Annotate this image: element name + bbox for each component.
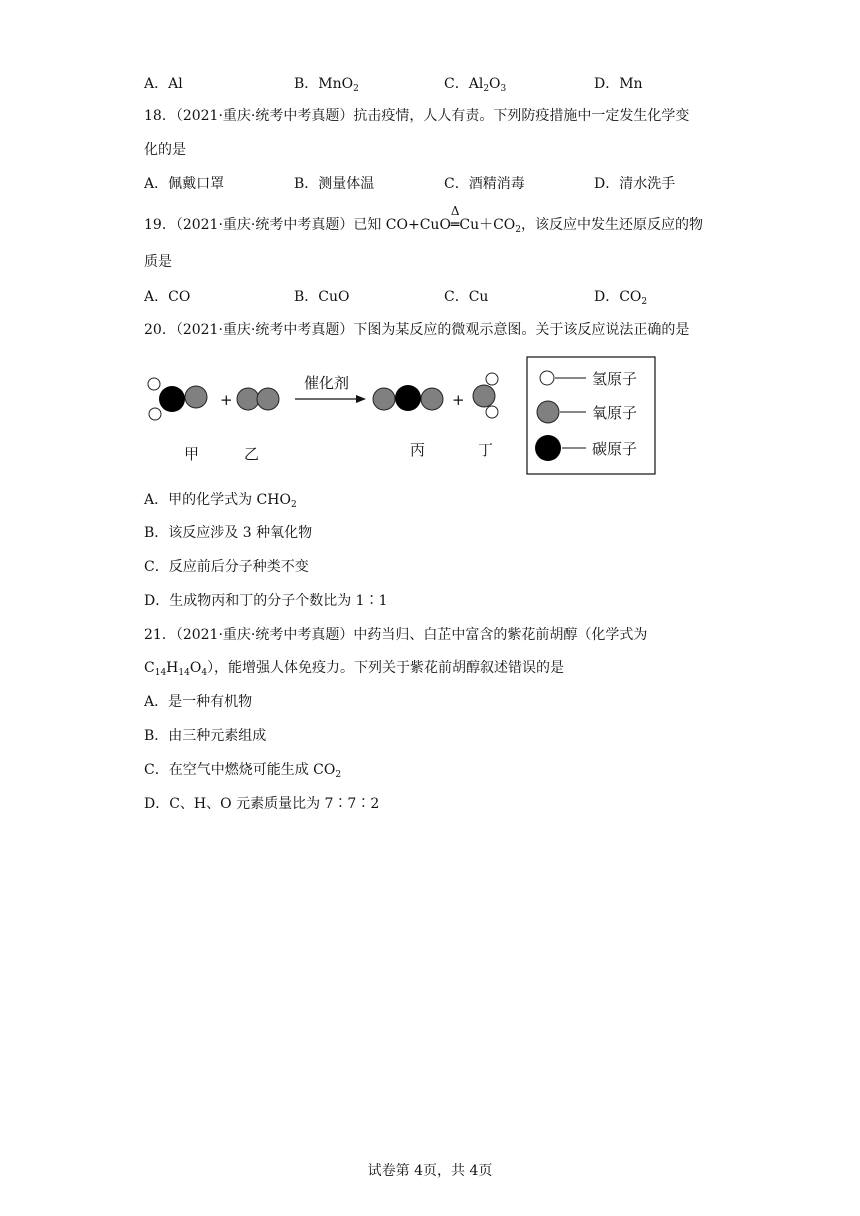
q18-stem-line1: 18．（2021·重庆·统考中考真题）抗击疫情，人人有责。下列防疫措施中一定发生化学变 bbox=[144, 108, 690, 124]
q18-options bbox=[144, 174, 744, 194]
reaction-arrow-head bbox=[356, 395, 366, 403]
legend-carbon: 碳原子 bbox=[592, 440, 638, 458]
legend-oxygen: 氧原子 bbox=[592, 404, 638, 422]
q21-option-c: C．在空气中燃烧可能生成 $CO_2$ bbox=[144, 762, 342, 780]
q20-option-c: C．反应前后分子种类不变 bbox=[144, 559, 309, 575]
q20-option-a: A．甲的化学式为 $CHO_2$ bbox=[144, 492, 297, 510]
label-yi: 乙 bbox=[244, 445, 260, 463]
q19-option-b: B．CuO bbox=[294, 289, 350, 305]
molecule-yi bbox=[237, 388, 279, 410]
q17-option-b: B．MnO$_2$ bbox=[294, 76, 359, 94]
q18-stem-line2: 化的是 bbox=[144, 142, 186, 158]
molecule-ding bbox=[473, 373, 498, 418]
q21-stem-line2: $C_{14}H_{14}O_4$），能增强人体免疫力。下列关于紫花前胡醇叙述错误的是 bbox=[144, 660, 565, 678]
molecule-jia bbox=[148, 378, 207, 420]
q20-option-d: D．生成物丙和丁的分子个数比为 1∶1 bbox=[144, 593, 388, 609]
q21-option-d: D．C、H、O 元素质量比为 7∶7∶2 bbox=[144, 796, 380, 812]
molecule-bing bbox=[373, 385, 443, 411]
q21-stem-line1: 21．（2021·重庆·统考中考真题）中药当归、白芷中富含的紫花前胡醇（化学式为 bbox=[144, 627, 648, 643]
label-ding: 丁 bbox=[478, 441, 494, 459]
label-bing: 丙 bbox=[410, 441, 426, 459]
q19-option-c: C．Cu bbox=[444, 289, 489, 305]
q18-option-c: C．酒精消毒 bbox=[444, 176, 525, 192]
q20-stem-line1: 20．（2021·重庆·统考中考真题）下图为某反应的微观示意图。关于该反应说法正确的是 bbox=[144, 322, 690, 338]
plus-sign-1: + bbox=[220, 391, 233, 409]
q19-option-d: D．$CO_2$ bbox=[594, 289, 648, 307]
q18-option-b: B．测量体温 bbox=[294, 176, 375, 192]
plus-sign-2: + bbox=[452, 391, 465, 409]
heating-equals-sign: Δ ═ bbox=[450, 204, 460, 233]
q18-option-a: A．佩戴口罩 bbox=[144, 176, 225, 192]
q19-option-a: A．CO bbox=[144, 289, 191, 305]
q17-option-c: C．$Al_2O_3$ bbox=[444, 76, 507, 94]
q19-stem-line2: 质是 bbox=[144, 254, 172, 270]
diagram-legend bbox=[527, 357, 655, 474]
q17-options bbox=[144, 74, 744, 94]
q21-option-a: A．是一种有机物 bbox=[144, 694, 253, 710]
q19-stem-line1: 19．（2021·重庆·统考中考真题）已知 CO+CuO Δ $═Cu+CO_2$，该反应中发生还原反应的物 bbox=[144, 204, 704, 235]
q18-option-d: D．清水洗手 bbox=[594, 176, 676, 192]
q17-option-a: A．Al bbox=[144, 76, 183, 92]
label-jia: 甲 bbox=[184, 445, 200, 463]
q20-option-b: B．该反应涉及 3 种氧化物 bbox=[144, 525, 313, 541]
catalyst-label: 催化剂 bbox=[304, 374, 350, 392]
page-footer: 试卷第 4页，共 4页 bbox=[367, 1163, 493, 1179]
q17-option-d: D．Mn bbox=[594, 76, 643, 92]
q19-options bbox=[144, 287, 744, 307]
legend-hydrogen: 氢原子 bbox=[592, 370, 638, 388]
reaction-micro-diagram bbox=[140, 354, 638, 476]
q21-option-b: B．由三种元素组成 bbox=[144, 728, 267, 744]
